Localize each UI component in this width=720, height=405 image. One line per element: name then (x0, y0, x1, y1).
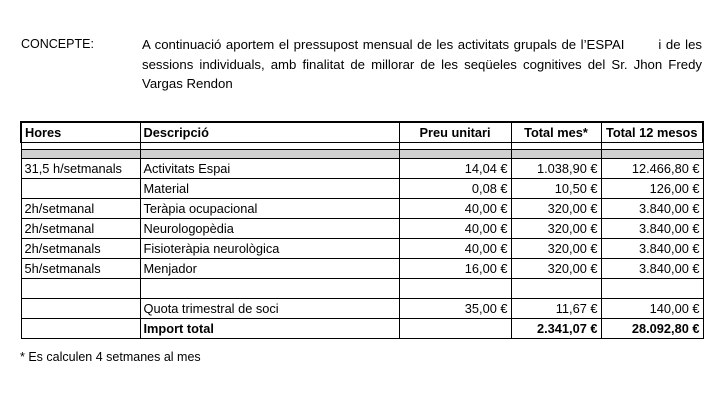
budget-table (20, 121, 704, 339)
cell-total-mes: 320,00 € (511, 239, 601, 259)
cell-total-12: 140,00 € (601, 299, 703, 319)
cell-total-12: 28.092,80 € (601, 319, 703, 339)
cell-total-mes: 11,67 € (511, 299, 601, 319)
table-row (21, 159, 703, 179)
concepte-text-part-1: A continuació aportem el pressupost mensual de les activitats grupals de l’ESPAI (142, 37, 625, 52)
header-total-12-mesos: Total 12 mesos (601, 122, 703, 143)
cell-total-12: 3.840,00 € (601, 239, 703, 259)
cell-descripcio: Quota trimestral de soci (140, 299, 399, 319)
table-row (21, 219, 703, 239)
cell-total-mes: 2.341,07 € (511, 319, 601, 339)
cell-descripcio: Fisioteràpia neurològica (140, 239, 399, 259)
cell-descripcio: Neurologopèdia (140, 219, 399, 239)
cell-preu: 16,00 € (399, 259, 511, 279)
header-hores: Hores (21, 122, 140, 143)
cell-hores: 2h/setmanal (21, 199, 140, 219)
cell-preu: 0,08 € (399, 179, 511, 199)
cell-descripcio: Menjador (140, 259, 399, 279)
cell-total-mes: 320,00 € (511, 219, 601, 239)
table-row (21, 239, 703, 259)
cell-total-mes: 320,00 € (511, 259, 601, 279)
header-preu-unitari: Preu unitari (399, 122, 511, 143)
cell-total-12: 126,00 € (601, 179, 703, 199)
footnote: * Es calculen 4 setmanes al mes (20, 350, 201, 364)
cell-descripcio: Teràpia ocupacional (140, 199, 399, 219)
cell-hores (21, 319, 140, 339)
cell-total-12: 3.840,00 € (601, 199, 703, 219)
cell-descripcio: Activitats Espai (140, 159, 399, 179)
cell-import-total-label: Import total (140, 319, 399, 339)
cell-hores: 2h/setmanals (21, 239, 140, 259)
cell-hores: 31,5 h/setmanals (21, 159, 140, 179)
cell-total-mes: 1.038,90 € (511, 159, 601, 179)
concepte-label: CONCEPTE: (21, 37, 94, 51)
cell-preu: 40,00 € (399, 219, 511, 239)
cell-preu (399, 319, 511, 339)
cell-total-mes: 10,50 € (511, 179, 601, 199)
cell-preu: 35,00 € (399, 299, 511, 319)
grey-separator-row (21, 150, 703, 159)
concepte-description (142, 35, 702, 94)
spacer-row (21, 143, 703, 150)
cell-descripcio: Material (140, 179, 399, 199)
cell-preu: 14,04 € (399, 159, 511, 179)
header-total-mes: Total mes* (511, 122, 601, 143)
table-row (21, 179, 703, 199)
cell-total-12: 3.840,00 € (601, 219, 703, 239)
table-row (21, 199, 703, 219)
table-row (21, 259, 703, 279)
total-row (21, 319, 703, 339)
cell-preu: 40,00 € (399, 199, 511, 219)
quota-row (21, 299, 703, 319)
concepte-text-part-2: i de les sessions individuals, amb finalitat de millorar de les seqüeles cognitives del Sr. Jhon Fredy Vargas Rendon (142, 37, 702, 91)
cell-hores (21, 299, 140, 319)
cell-total-12: 12.466,80 € (601, 159, 703, 179)
table-header-row (21, 122, 703, 143)
cell-hores: 2h/setmanal (21, 219, 140, 239)
blank-row (21, 279, 703, 299)
cell-hores (21, 179, 140, 199)
header-descripcio: Descripció (140, 122, 399, 143)
cell-hores: 5h/setmanals (21, 259, 140, 279)
cell-total-mes: 320,00 € (511, 199, 601, 219)
cell-preu: 40,00 € (399, 239, 511, 259)
cell-total-12: 3.840,00 € (601, 259, 703, 279)
